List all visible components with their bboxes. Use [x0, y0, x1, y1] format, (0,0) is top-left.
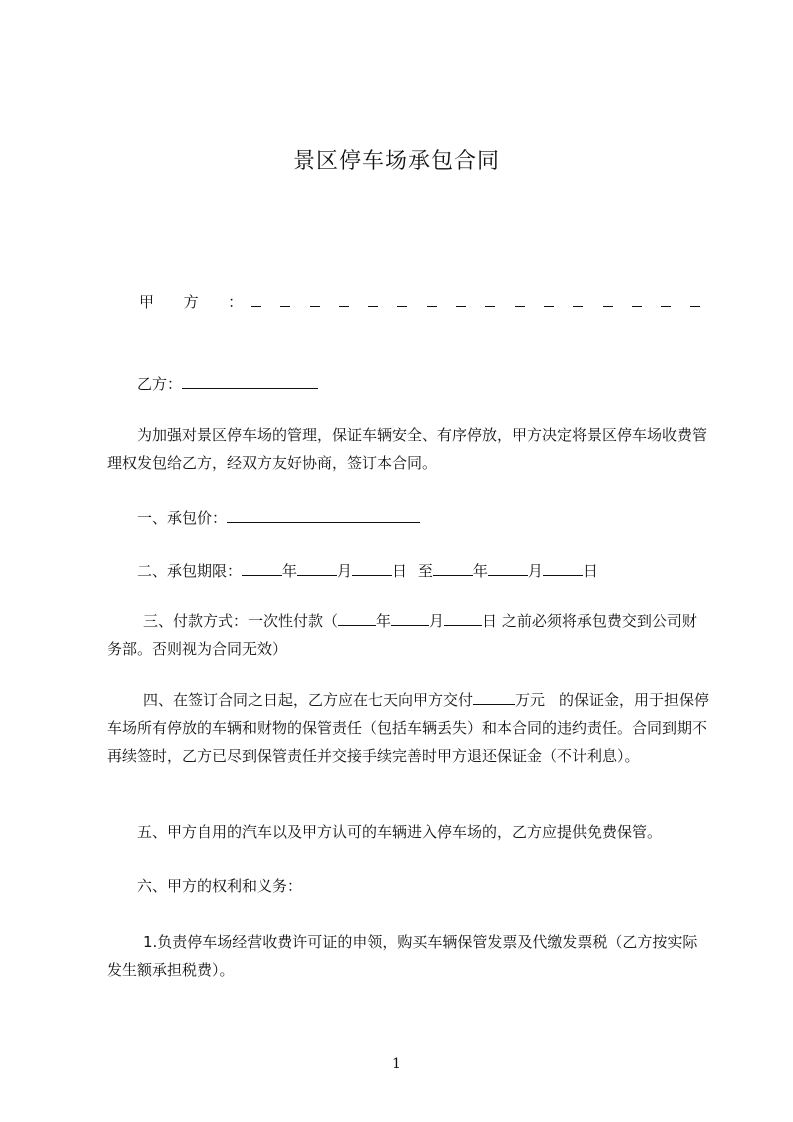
party-b-blank[interactable] [182, 372, 318, 389]
party-a-line [139, 292, 243, 312]
end-year-unit: 年 [472, 562, 488, 580]
start-day-blank[interactable] [352, 559, 392, 576]
payment-day-blank[interactable] [444, 609, 482, 626]
payment-year-unit: 年 [376, 612, 392, 630]
section-1-contract-price [137, 506, 420, 528]
payment-day-unit: 日 [482, 612, 498, 630]
party-b-label: 乙方： [137, 375, 183, 393]
section-1-label: 一、承包价： [137, 509, 228, 527]
end-day-blank[interactable] [543, 559, 583, 576]
deposit-amount-blank[interactable] [473, 688, 515, 705]
end-month-blank[interactable] [488, 559, 528, 576]
start-day-unit: 日 [392, 562, 408, 580]
payment-year-blank[interactable] [338, 609, 376, 626]
end-day-unit: 日 [582, 562, 598, 580]
party-b-line [137, 372, 318, 394]
party-a-blank[interactable] [251, 292, 706, 312]
end-year-blank[interactable] [433, 559, 473, 576]
payment-month-blank[interactable] [391, 609, 429, 626]
party-a-label-1: 甲 [139, 293, 155, 311]
contract-price-blank[interactable] [227, 506, 420, 523]
section-2-contract-period [137, 559, 598, 581]
document-title: 景区停车场承包合同 [292, 149, 500, 174]
section-4-rest: 的保证金，用于担保停车场所有停放的车辆和财物的保管责任（包括车辆丢失）和本合同的违约责任。合同到期不再续签时，乙方已尽到保管责任并交接手续完善时甲方退还保证金（不计利息）。 [107, 691, 710, 765]
section-2-label: 二、承包期限： [137, 562, 243, 580]
page-number: 1 [392, 1056, 401, 1072]
section-3-prefix: 三、付款方式：一次性付款（ [143, 612, 339, 630]
section-3-payment [107, 607, 711, 663]
section-3-suffix: 之前必须将承包费交到公司财务部。否则视为合同无效） [107, 612, 697, 658]
section-6-item-1: 1.负责停车场经营收费许可证的申领，购买车辆保管发票及代缴发票税（乙方按实际发生额承担税费）。 [107, 933, 698, 979]
start-year-blank[interactable] [242, 559, 282, 576]
section-5: 五、甲方自用的汽车以及甲方认可的车辆进入停车场的，乙方应提供免费保管。 [137, 823, 663, 841]
start-month-unit: 月 [337, 562, 353, 580]
party-a-label-2: 方 [183, 293, 199, 311]
payment-month-unit: 月 [429, 612, 445, 630]
start-year-unit: 年 [282, 562, 298, 580]
end-month-unit: 月 [527, 562, 543, 580]
section-6-heading: 六、甲方的权利和义务： [137, 877, 303, 895]
section-4-deposit [107, 686, 711, 770]
section-4-prefix: 四、在签订合同之日起，乙方应在七天向甲方交付 [143, 691, 474, 709]
intro-paragraph: 为加强对景区停车场的管理，保证车辆安全、有序停放，甲方决定将景区停车场收费管理权发包给乙方，经双方友好协商，签订本合同。 [107, 426, 708, 472]
party-a-colon: ： [228, 293, 244, 311]
period-to: 至 [417, 562, 433, 580]
start-month-blank[interactable] [297, 559, 337, 576]
deposit-unit: 万元 [515, 691, 546, 709]
